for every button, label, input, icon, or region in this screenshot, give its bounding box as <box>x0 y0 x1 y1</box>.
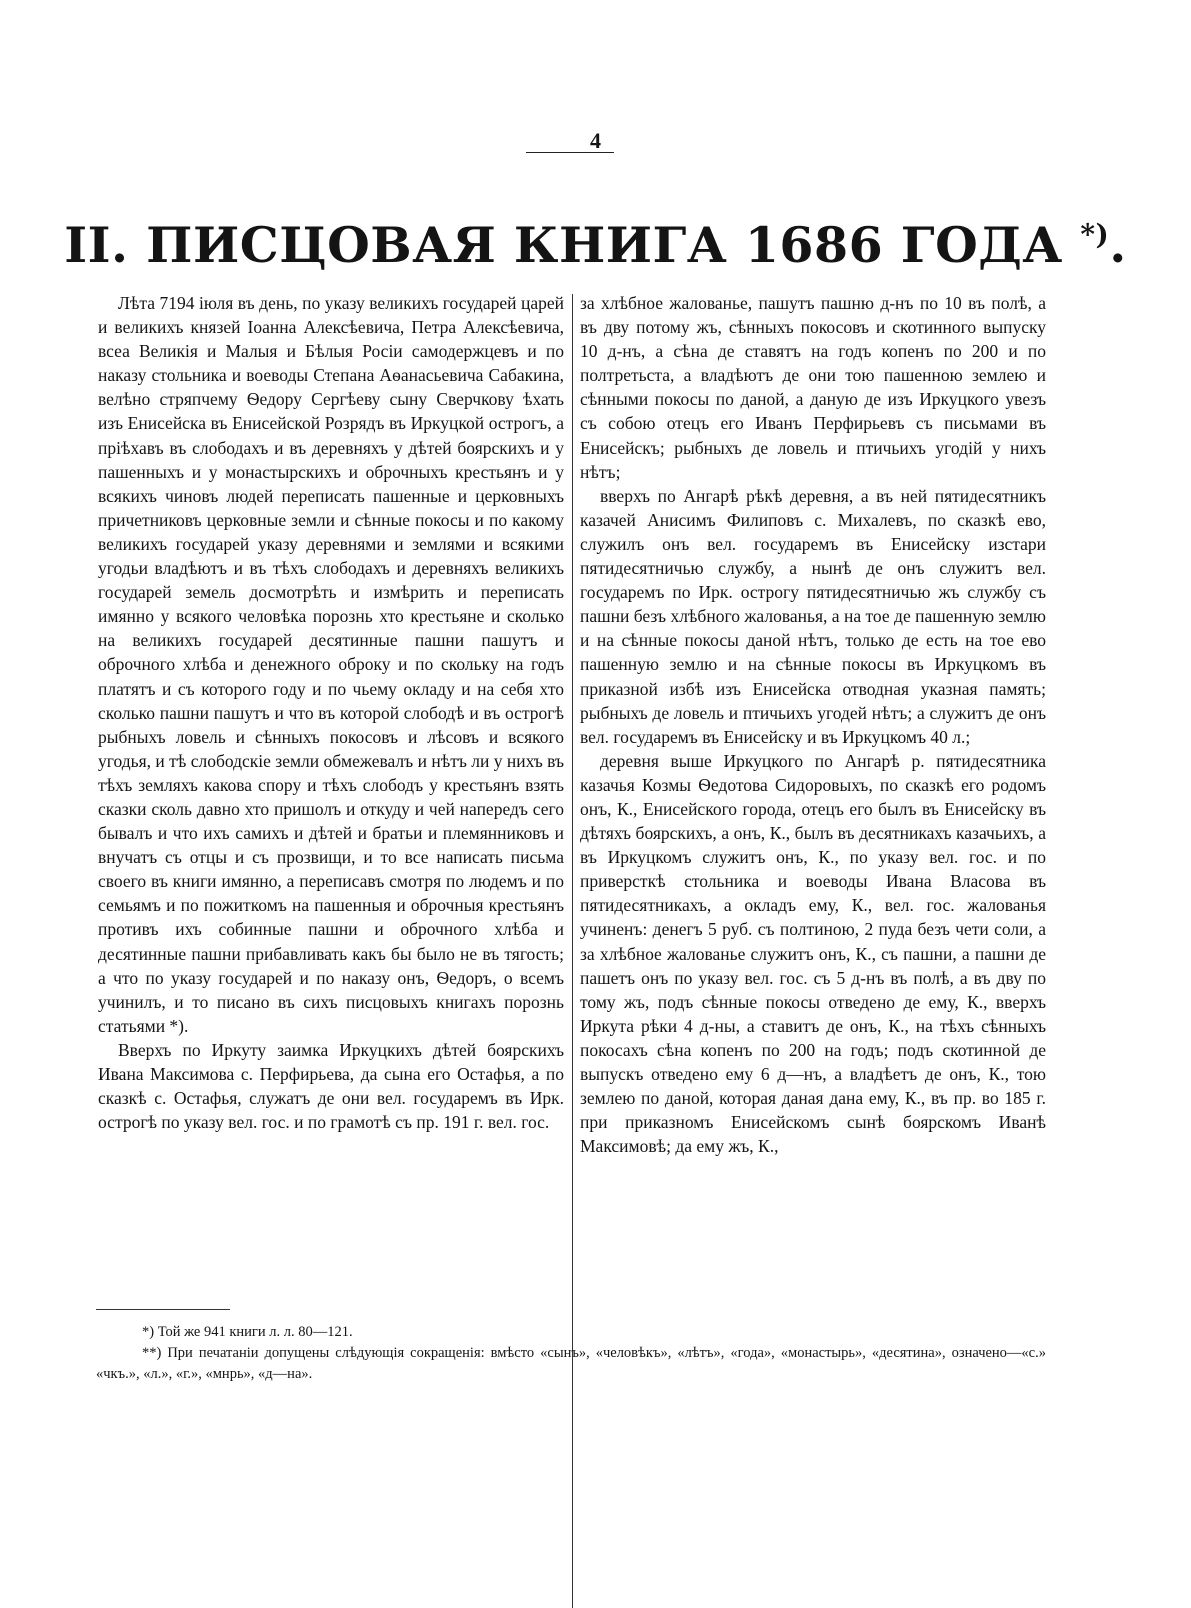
page-title <box>0 216 1191 274</box>
paragraph: за хлѣбное жалованье, пашутъ пашню д-нъ по 10 въ полѣ, а въ дву потому жъ, сѣнныхъ покосовъ и скотинного выпуску 10 д-нъ, а сѣна де ставятъ на годъ копенъ по 200 и по полтретьста, а владѣютъ де они тою пашенною землею и сѣнными покосы по даной, а даную де изъ Иркуцкого увезъ съ собою отецъ его Иванъ Перфирьевъ съ письмами въ Енисейскъ; рыбныхъ де ловель и птичьихъ угодій у нихъ нѣтъ; <box>580 293 1046 482</box>
footnotes <box>96 1322 1046 1385</box>
title-text: II. ПИСЦОВАЯ КНИГА 1686 ГОДА <box>64 216 1063 274</box>
page-number: 4 <box>590 128 601 153</box>
right-column <box>580 291 1046 1158</box>
footnote: *) Той же 941 книги л. л. 80—121. <box>142 1324 353 1340</box>
paragraph: вверхъ по Ангарѣ рѣкѣ деревня, а въ ней пятидесятникъ казачей Анисимъ Филиповъ с. Михалевъ, по сказкѣ ево, служилъ онъ вел. государемъ въ Енисейску изстари пятидесятничью службу, а нынѣ де онъ служитъ вел. государемъ по Ирк. острогу пятидесятничью жъ службу съ пашни безъ хлѣбного жалованья, а на тое де пашенную землю и на сѣнные покосы даной нѣтъ, только де есть на тое ево пашенную землю и на сѣнные покосы въ Иркуцкомъ въ приказной избѣ изъ Енисейска отводная указная память; рыбныхъ де ловель и птичьихъ угодей нѣтъ; а служитъ де онъ вел. государемъ въ Енисейску и въ Иркуцкомъ 40 л.; <box>580 485 1046 747</box>
title-trailing: . <box>1109 216 1127 274</box>
title-note-mark: *) <box>1080 218 1110 251</box>
paragraph: Лѣта 7194 іюля въ день, по указу великихъ государей царей и великихъ князей Іоанна Алексѣевича, Петра Алексѣевича, всеа Великія и Малыя и Бѣлыя Росіи самодержцевъ и по наказу стольника и воеводы Степана Аѳанасьевича Сабакина, велѣно стряпчему Ѳедору Сергѣеву сыну Сверчкову ѣхать изъ Енисейска въ Енисейской Розрядъ въ Иркуцкой острогъ, а пріѣхавъ въ слободахъ и въ деревняхъ у дѣтей боярскихъ и у пашенныхъ и у монастырскихъ и оброчныхъ крестьянъ и у всякихъ чиновъ людей переписать пашенные и церковныхъ причетниковъ церковные земли и сѣнные покосы и по какому великихъ государей указу деревнями и землями и всякими угодьи владѣютъ и въ тѣхъ слободахъ и деревняхъ великихъ государей земель досмотрѣть и измѣрить и переписать имянно у всякого человѣка порознь хто крестьяне и сколько на великихъ государей десятинные пашни пашутъ и оброчного хлѣба и денежного оброку и по скольку на годъ платятъ и съ которого году и по чьему окладу и на себя хто сколько пашни пашутъ и что въ которой слободѣ и въ острогѣ рыбныхъ ловель и сѣнныхъ покосовъ и лѣсовъ и всякого угодья, и тѣ слободскіе земли обмежевалъ и нѣтъ ли у нихъ въ тѣхъ земляхъ какова спору и тѣхъ слободъ у крестьянъ взять сказки сколь давно хто пришолъ и откуду и чей напередъ сего бывалъ и что ихъ самихъ и дѣтей и братьи и племянниковъ и внучатъ съ отцы и съ прозвищи, и то все написать письма своего въ книги имянно, а переписавъ смотря по людемъ и по семьямъ и по пожиткомъ на пашенныя и оброчныя крестьянъ противъ ихъ собинные пашни и оброчного хлѣба и десятинные пашни прибавливать какъ бы было не въ тягость; а что по указу государей и по наказу онъ, Ѳедоръ, о всемъ учинилъ, и то писано въ сихъ писцовыхъ книгахъ порознь статьями *). <box>98 293 564 1036</box>
page-number-rule <box>526 152 614 153</box>
column-divider <box>572 294 573 1608</box>
paragraph: Вверхъ по Иркуту заимка Иркуцкихъ дѣтей боярскихъ Ивана Максимова с. Перфирьева, да сына его Остафья, а по сказкѣ с. Остафья, служатъ де они вел. государемъ въ Ирк. острогѣ по указу вел. гос. и по грамотѣ съ пр. 191 г. вел. гос. <box>98 1039 564 1133</box>
footnote-rule <box>96 1309 230 1310</box>
paragraph: деревня выше Иркуцкого по Ангарѣ р. пятидесятника казачья Козмы Ѳедотова Сидоровыхъ, по сказкѣ его родомъ онъ, К., Енисейского города, отецъ его былъ въ Енисейску въ дѣтяхъ боярскихъ, а онъ, К., былъ въ десятникахъ казачьихъ, а въ Иркуцкомъ служитъ онъ, К., по указу вел. гос. и по приверсткѣ стольника и воеводы Ивана Власова въ пятидесятникахъ, а окладъ ему, К., вел. гос. жалованья учиненъ: денегъ 5 руб. съ полтиною, 2 пуда безъ чети соли, а за хлѣбное жалованье служитъ онъ, К., съ пашни, а пашни де пашетъ онъ по указу вел. гос. съ 5 д-нъ въ полѣ, а въ дву по тому жъ, подъ сѣнные покосы отведено де ему, К., вверхъ Иркута рѣки 4 д-ны, а ставитъ де онъ, К., на тѣхъ сѣнныхъ покосахъ сѣна копенъ по 200 на годъ; подъ скотинной де выпускъ отведено ему 6 д—нъ, а владѣетъ де онъ, К., тою землею по даной, которая даная дана ему, К., въ пр. во 185 г. при приказномъ Енисейскомъ сынѣ боярскомъ Иванѣ Максимовѣ; да ему жъ, К., <box>580 750 1046 1157</box>
footnote: **) При печатаніи допущены слѣдующія сокращенія: вмѣсто «сынъ», «человѣкъ», «лѣтъ», «года», «монастырь», «десятина», означено—«с.» «чкъ.», «л.», «г.», «мнрь», «д—на». <box>96 1345 1046 1382</box>
left-column <box>98 291 564 1134</box>
